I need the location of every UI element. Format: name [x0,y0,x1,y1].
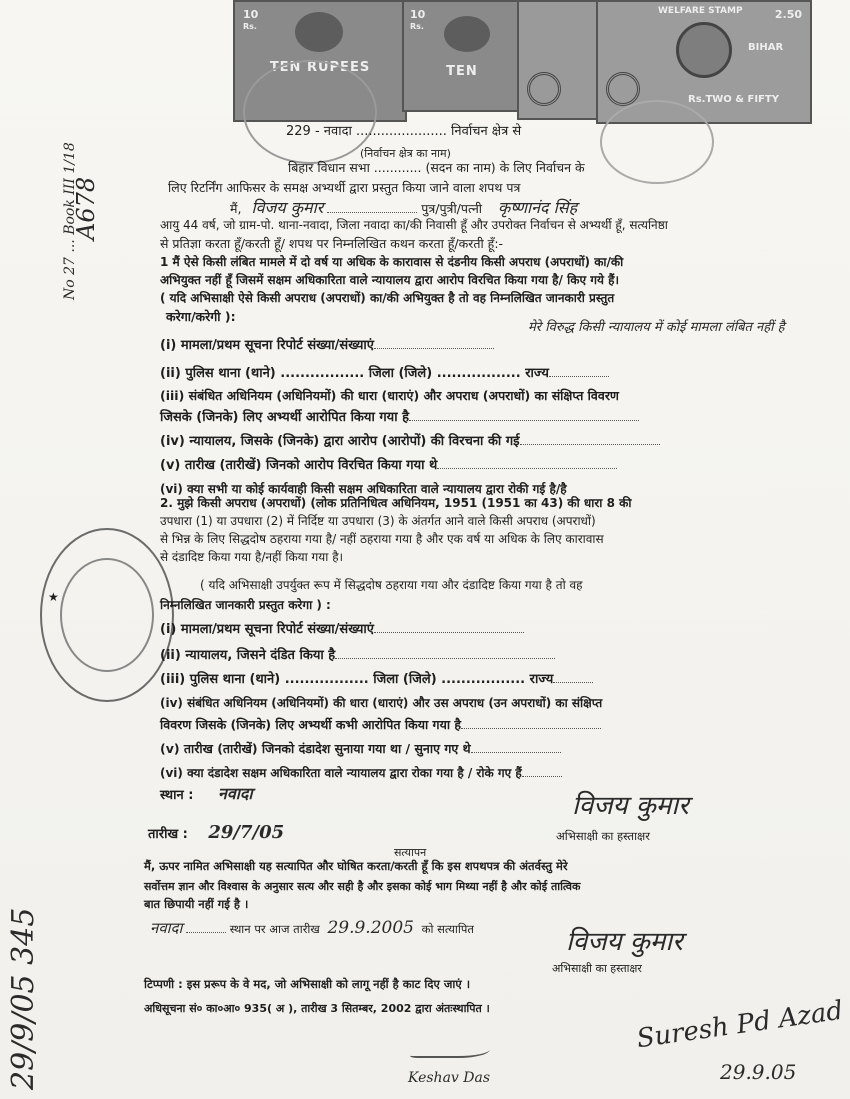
stamp-1-unit: Rs. [243,22,257,31]
para2-item-iv-cont: विवरण जिसके (जिनके) लिए अभ्यर्थी कभी आरोपित किया गया है [160,716,601,732]
father-name: कृष्णानंद सिंह [498,198,578,217]
verification-place-date [150,918,474,938]
verification-line2: सर्वोत्तम ज्ञान और विश्वास के अनुसार सत्य और सही है और इसका कोई भाग मिथ्या नहीं है और कोई तात्विक [144,880,581,893]
court-fee-stamp-2 [402,0,522,112]
welfare-stamp-top-text: WELFARE STAMP [658,6,743,16]
para2-line1: 2. मुझे किसी अपराध (अपराधों) (लोक प्रतिनिधित्व अधिनियम, 1951 (1951 का 43) की धारा 8 की [160,496,632,510]
verification-date: 29.9.2005 [327,918,414,938]
para2-item-vi: (vi) क्या दंडादेश सक्षम अधिकारिता वाले न्यायालय द्वारा रोका गया है / रोके गए हैं [160,764,562,780]
welfare-stamp-label: Rs.TWO & FIFTY [688,94,779,105]
para2-line4: से दंडादिष्ट किया गया है/नहीं किया गया है। [160,550,344,564]
constituency-line: 229 - नवादा ...................... निर्वाचन क्षेत्र से [286,124,522,139]
date-field [148,822,284,844]
stamp-2-unit: Rs. [410,22,424,31]
intro-line: लिए रिटर्निंग आफिसर के समक्ष अभ्यर्थी द्वारा प्रस्तुत किया जाने वाला शपथ पत्र [168,180,521,195]
verification-heading: सत्यापन [394,846,427,859]
verification-line3: बात छिपायी नहीं गई है । [144,897,249,911]
para2-line3: से भिन्न के लिए सिद्धदोष ठहराया गया है/ नहीं ठहराया गया है और एक वर्ष या अधिक के लिए कारावास [160,532,604,546]
para1-item-v: (v) तारीख (तारीखें) जिनको आरोप विरचित किया गया थे [160,456,617,474]
deponent-prefix: मैं, [230,201,242,216]
para2-item-iii: (iii) पुलिस थाना (थाने) ................. जिला (जिले) ................. राज्य [160,670,593,688]
para1-line4: करेगा/करेगी ): [166,309,236,324]
verification-place: नवादा [150,919,183,937]
welfare-stamp-rosette-icon [606,72,640,106]
serial-number-mark: A678 [72,176,100,240]
entry-date-mark: 29/9/05 345 [6,907,41,1090]
stamp-3-rosette-icon [527,72,561,106]
deponent-line [230,198,577,217]
para1-item-i: (i) मामला/प्रथम सूचना रिपोर्ट संख्या/संख्याएं [160,336,494,354]
para2-item-iv: (iv) संबंधित अधिनियम (अधिनियमों) की धारा (धाराएं) और उस अपराध (उन अपराधों) का संक्षिप्त [160,696,603,710]
welfare-stamp-seal-icon [676,22,732,78]
para1-item-iii-cont: जिसके (जिनके) लिए अभ्यर्थी आरोपित किया गया है [160,408,639,426]
postmark-seal [243,60,377,164]
welfare-stamp-mid-text: BIHAR [748,42,784,53]
officer-initials-scribble [410,1036,490,1058]
para1-item-iii: (iii) संबंधित अधिनियम (अधिनियमों) की धारा (धाराएं) और अपराध (अपराधों) का संक्षिप्त विवरण [160,388,619,403]
para1-item-ii: (ii) पुलिस थाना (थाने) ................. जिला (जिले) ................. राज्य [160,364,609,382]
verification-line1: मैं, ऊपर नामित अभिसाक्षी यह सत्यापित और घोषित करता/करती हूँ कि इस शपथपत्र की अंतर्वस्तु मेरे [144,859,568,873]
para1-margin-note: मेरे विरुद्ध किसी न्यायालय में कोई मामला लंबित नहीं है [528,320,785,335]
para2-item-ii: (ii) न्यायालय, जिसने दंडित किया है [160,646,555,664]
verification-mid-text: स्थान पर आज तारीख [229,922,320,936]
signature-caption-2: अभिसाक्षी का हस्ताक्षर [552,962,642,975]
stamp-1-emblem [295,12,343,52]
para2-item-i: (i) मामला/प्रथम सूचना रिपोर्ट संख्या/संख्याएं [160,620,524,638]
stamp-1-value: 10 [243,8,259,21]
relation-label: पुत्र/पुत्री/पत्नी [421,201,483,216]
form-notification: अधिसूचना सं० का०आ० 935( अ ), तारीख 3 सितम्बर, 2002 द्वारा अंतःस्थापित । [144,1002,490,1015]
deponent-signature-2: विजय कुमार [566,927,683,957]
para1-line3: ( यदि अभिसाक्षी ऐसे किसी अपराध (अपराधों) का/की अभियुक्त है तो वह निम्नलिखित जानकारी प्रस्तुत [160,291,615,305]
court-fee-stamp-3 [517,0,601,120]
para2-line2: उपधारा (1) या उपधारा (2) में निर्दिष्ट या उपधारा (3) के अंतर्गत आने वाले किसी अपराध (अपराधों) [160,514,596,528]
notary-date: 29.9.05 [720,1060,797,1084]
stamp-2-label: TEN [446,64,478,79]
age-line: आयु 44 वर्ष, जो ग्राम-पो. थाना-नवादा, जिला नवादा का/की निवासी हूँ और उपरोक्त निर्वाचन से अभ्यर्थी हूँ, सत्यनिष्ठा [160,218,668,232]
official-round-seal [40,528,174,702]
place-label: स्थान : [160,788,194,803]
deponent-name: विजय कुमार [251,198,324,217]
constituency-caption: (निर्वाचन क्षेत्र का नाम) [360,147,451,160]
officer-signature: Keshav Das [408,1070,491,1086]
para2-line6: निम्नलिखित जानकारी प्रस्तुत करेगा ) : [160,598,331,612]
para1-item-vi: (vi) क्या सभी या कोई कार्यवाही किसी सक्षम अधिकारिता वाले न्यायालय द्वारा रोकी गई है/है [160,482,567,496]
notary-signature: Suresh Pd Azad [634,995,845,1055]
signature-caption-1: अभिसाक्षी का हस्ताक्षर [556,829,651,843]
para1-line1: 1 मैं ऐसे किसी लंबित मामले में दो वर्ष या अधिक के कारावास से दंडनीय किसी अपराध (अपराधों) का/की [160,255,624,269]
stamp-2-emblem [444,16,490,52]
house-line: बिहार विधान सभा ............ (सदन का नाम) के लिए निर्वाचन के [288,160,585,175]
place-value: नवादा [217,784,253,803]
seal-star-icon: ★ [48,590,59,604]
para1-item-iv: (iv) न्यायालय, जिसके (जिनके) द्वारा आरोप (आरोपों) की विरचना की गई [160,432,660,450]
postmark-seal-right [600,100,714,184]
book-register-mark: No 27 ... Book III 1/18 [62,142,78,300]
deponent-signature-1: विजय कुमार [572,791,689,821]
verification-end-text: को सत्यापित [421,922,474,936]
place-field [160,784,253,804]
date-label: तारीख : [148,827,188,842]
date-value: 29/7/05 [208,822,285,843]
stamp-2-value: 10 [410,8,426,21]
official-round-seal-inner [60,558,154,672]
para2-item-v: (v) तारीख (तारीखें) जिनको दंडादेश सुनाया गया था / सुनाए गए थे [160,740,561,756]
stamp-1-label: TEN RUPEES [269,60,371,75]
welfare-stamp-value: 2.50 [774,8,802,21]
para1-line2: अभियुक्त नहीं हूँ जिसमें सक्षम अधिकारिता वाले न्यायालय द्वारा आरोप विरचित किया गया है/ किए गये हैं। [160,273,620,287]
form-note: टिप्पणी : इस प्ररूप के वे मद, जो अभिसाक्षी को लागू नहीं है काट दिए जाएं । [144,977,471,991]
oath-line: से प्रतिज्ञा करता हूँ/करती हूँ/ शपथ पर निम्नलिखित कथन करता हूँ/करती हूँ:- [160,236,504,251]
para2-line5: ( यदि अभिसाक्षी उपर्युक्त रूप में सिद्धदोष ठहराया गया और दंडादिष्ट किया गया है तो वह [200,578,583,592]
